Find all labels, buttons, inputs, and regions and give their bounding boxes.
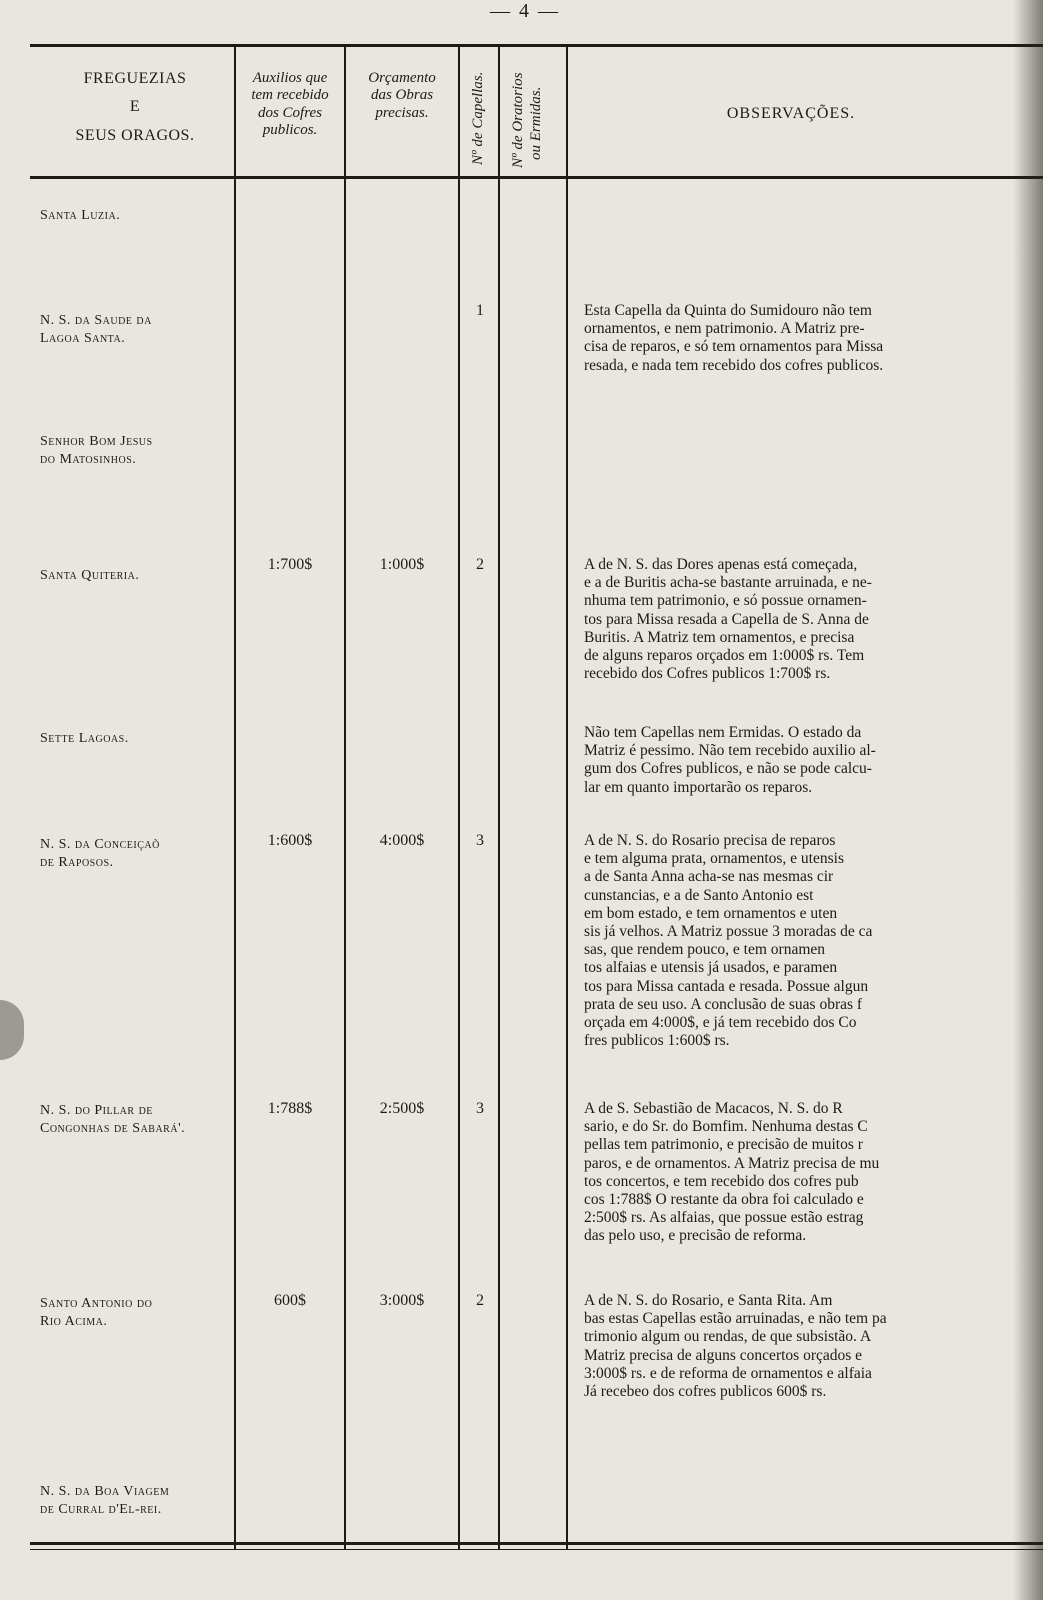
parish-name: N. S. da Conceiçaõ de Raposos.: [40, 837, 160, 870]
parish-name: Santa Quiteria.: [40, 568, 140, 583]
header-auxilios: Auxilios que tem recebido dos Cofres publicos.: [251, 70, 329, 138]
table-bottom-rule: [30, 1542, 1043, 1545]
auxilios-value: 600$: [274, 1292, 306, 1309]
page-number: — 4 —: [490, 0, 560, 22]
parish-name: Senhor Bom Jesus do Matosinhos.: [40, 434, 153, 467]
parish-name: Santo Antonio do Rio Acima.: [40, 1296, 153, 1329]
observation: A de N. S. do Rosario, e Santa Rita. Am bas estas Capellas estão arruinadas, e não tem pa trimonio algum ou rendas, de que subsistão. A Matriz precisa de alguns concertos orçados e 3:000$ rs. e de reforma de ornamentos e alfaia Já recebeo dos cofres publicos 600$ rs.: [584, 1292, 887, 1401]
auxilios-value: 1:700$: [267, 556, 313, 573]
header-oratorios: Nº de Oratorios: [510, 72, 526, 168]
header-orcamento: Orçamento das Obras precisas.: [368, 70, 436, 121]
column-divider: [458, 44, 460, 1549]
header-capellas: Nº de Capellas.: [470, 71, 486, 165]
orcamento-value: 1:000$: [379, 556, 425, 573]
observation: Não tem Capellas nem Ermidas. O estado da Matriz é pessimo. Não tem recebido auxilio al- gum dos Cofres publicos, e não se pode calcu- lar em quanto importarão os reparos.: [584, 724, 876, 796]
orcamento-value: 3:000$: [379, 1292, 425, 1309]
parish-name: N. S. do Pillar de Congonhas de Sabará'.: [40, 1103, 186, 1136]
table-top-rule: [30, 44, 1043, 47]
orcamento-value: 2:500$: [379, 1100, 425, 1117]
page-edge-shadow: [1013, 0, 1043, 1600]
parish-name: N. S. da Saude da Lagoa Santa.: [40, 313, 152, 346]
auxilios-value: 1:600$: [267, 832, 313, 849]
observation: Esta Capella da Quinta do Sumidouro não tem ornamentos, e nem patrimonio. A Matriz pre- cisa de reparos, e só tem ornamentos para Missa resada, e nada tem recebido dos cofres publicos.: [584, 302, 884, 374]
parish-name: N. S. da Boa Viagem de Curral d'El-rei.: [40, 1484, 170, 1517]
table-bottom-rule-2: [30, 1549, 1043, 1550]
capellas-count: 2: [476, 1292, 484, 1309]
header-freguezias: FREGUEZIAS E SEUS ORAGOS.: [75, 70, 195, 144]
auxilios-value: 1:788$: [267, 1100, 313, 1117]
parish-name: Sette Lagoas.: [40, 731, 129, 746]
capellas-count: 3: [476, 832, 484, 849]
column-divider: [344, 44, 346, 1549]
observation: A de N. S. do Rosario precisa de reparos e tem alguma prata, ornamentos, e utensis a de Santa Anna acha-se nas mesmas cir cunstancias, e a de Santo Antonio est em bom estado, e tem ornamentos e uten sis já velhos. A Matriz possue 3 moradas de ca sas, que rendem pouco, e tem ornamen tos alfaias e utensis já usados, e paramen tos para Missa cantada e resada. Possue algun prata de seu uso. A conclusão de suas obras f orçada em 4:000$, e já tem recebido dos Co fres publicos 1:600$ rs.: [584, 832, 873, 1050]
orcamento-value: 4:000$: [379, 832, 425, 849]
header-bottom-rule: [30, 176, 1043, 179]
parish-name: Santa Luzia.: [40, 208, 121, 223]
header-observacoes: OBSERVAÇÕES.: [726, 105, 856, 122]
column-divider: [498, 44, 500, 1549]
observation: A de S. Sebastião de Macacos, N. S. do R sario, e do Sr. do Bomfim. Nenhuma destas C pellas tem patrimonio, e precisão de muitos r paros, e de ornamentos. A Matriz precisa de mu tos concertos, e tem recebido dos cofres pub cos 1:788$ O restante da obra foi calculado e 2:500$ rs. As alfaias, que possue estão estrag das pelo uso, e precisão de reforma.: [584, 1100, 880, 1245]
capellas-count: 3: [476, 1100, 484, 1117]
header-ermidas: ou Ermidas.: [528, 86, 544, 160]
column-divider: [566, 44, 568, 1549]
scan-artifact: [0, 1000, 24, 1060]
capellas-count: 1: [476, 302, 484, 319]
observation: A de N. S. das Dores apenas está começada, e a de Buritis acha-se bastante arruinada, e ne- nhuma tem patrimonio, e só possue ornamen- tos para Missa resada a Capella de S. Anna de Buritis. A Matriz tem ornamentos, e precisa de alguns reparos orçados em 1:000$ rs. Tem recebido dos Cofres publicos 1:700$ rs.: [584, 556, 872, 683]
capellas-count: 2: [476, 556, 484, 573]
